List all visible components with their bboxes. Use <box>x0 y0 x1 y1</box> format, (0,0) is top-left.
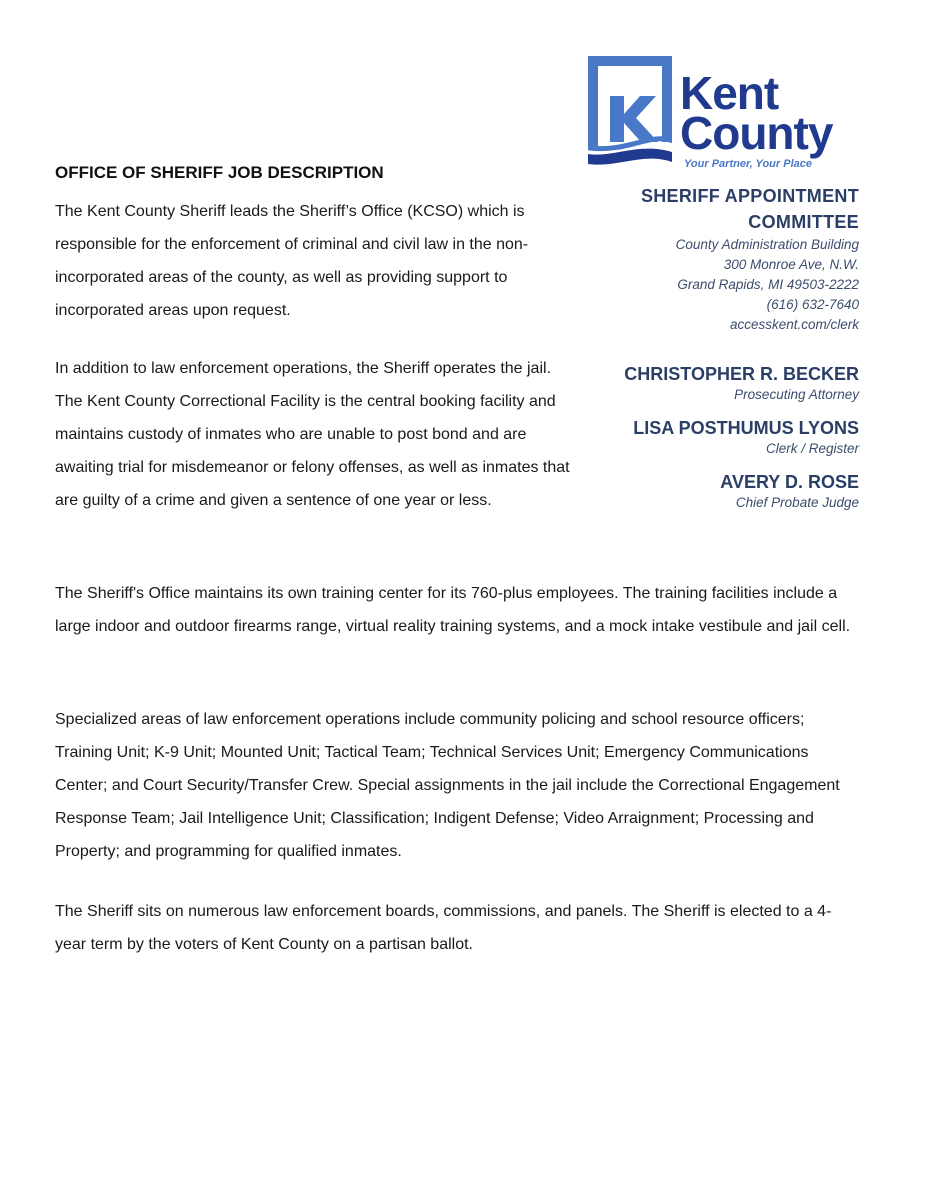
address-city: Grand Rapids, MI 49503-2222 <box>677 277 859 292</box>
official-name: LISA POSTHUMUS LYONS <box>633 418 859 438</box>
address-phone: (616) 632-7640 <box>766 297 859 312</box>
committee-title-line1: SHERIFF APPOINTMENT <box>640 186 859 206</box>
official-name: AVERY D. ROSE <box>720 472 859 492</box>
logo-kent-text: Kent <box>680 67 779 119</box>
official-role: Clerk / Register <box>765 441 859 456</box>
k-emblem-icon <box>588 56 672 172</box>
address-building: County Administration Building <box>675 237 859 252</box>
official-entry <box>539 416 859 458</box>
official-role: Prosecuting Attorney <box>734 387 859 402</box>
paragraph-training-center: The Sheriff's Office maintains its own training center for its 760-plus employees. The training facilities include a large indoor and outdoor firearms range, virtual reality training systems, and a mock intake vestibule and jail cell. <box>55 585 851 635</box>
kent-county-logo <box>588 56 878 176</box>
logo-tagline: Your Partner, Your Place <box>684 158 812 170</box>
committee-block <box>559 183 859 335</box>
address-street: 300 Monroe Ave, N.W. <box>723 257 859 272</box>
paragraph-election: The Sheriff sits on numerous law enforcement boards, commissions, and panels. The Sheriff is elected to a 4-year term by the voters of Kent County on a partisan ballot. <box>55 903 832 953</box>
logo-county-text: County <box>680 107 833 159</box>
paragraph-overview: The Kent County Sheriff leads the Sheriff’s Office (KCSO) which is responsible for the enforcement of criminal and civil law in the non-incorporated areas of the county, as well as providing support to incorporated areas upon request. <box>55 203 529 319</box>
address-website: accesskent.com/clerk <box>729 317 859 332</box>
paragraph-specialized-areas: Specialized areas of law enforcement operations include community policing and school resource officers; Training Unit; K-9 Unit; Mounted Unit; Tactical Team; Technical Services Unit; Emergency Communications Center; and Court Security/Transfer Crew. Special assignments in the jail include the Correctional Engagement Response Team; Jail Intelligence Unit; Classification; Indigent Defense; Video Arraignment; Processing and Property; and programming for qualified inmates. <box>55 711 840 860</box>
officials-list <box>539 362 859 524</box>
paragraph-jail-operations: In addition to law enforcement operations, the Sheriff operates the jail. The Kent County Correctional Facility is the central booking facility and maintains custody of inmates who are unable to post bond and are awaiting trial for misdemeanor or felony offenses, as well as inmates that are guilty of a crime and given a sentence of one year or less. <box>55 360 570 509</box>
official-entry <box>539 362 859 404</box>
official-entry <box>539 470 859 512</box>
document-heading: OFFICE OF SHERIFF JOB DESCRIPTION <box>55 163 384 182</box>
official-role: Chief Probate Judge <box>735 495 859 510</box>
committee-title-line2: COMMITTEE <box>748 212 859 232</box>
official-name: CHRISTOPHER R. BECKER <box>624 364 859 384</box>
